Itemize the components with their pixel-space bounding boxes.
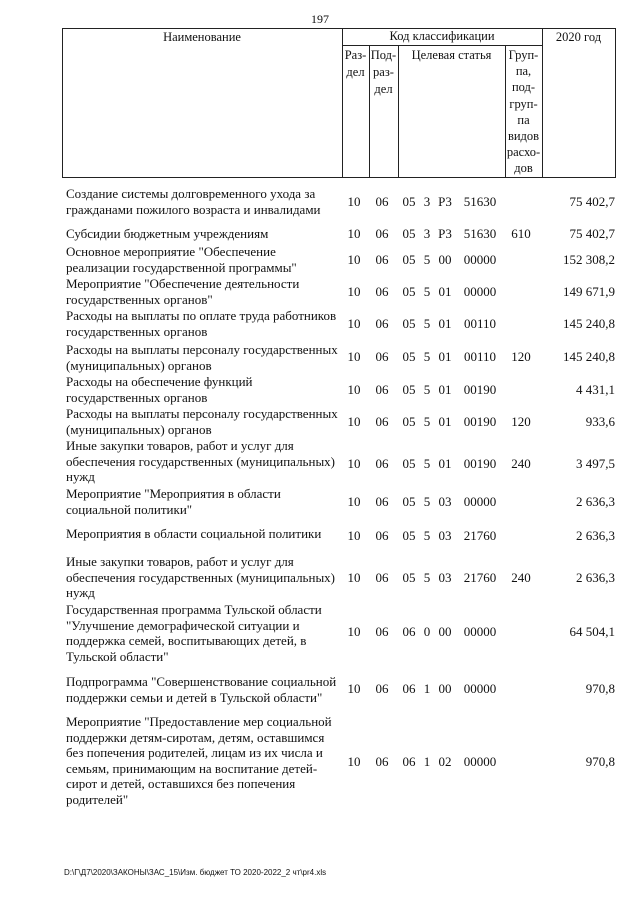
row-name: Государственная программа Тульской области "Улучшение демографической ситуации и поддержка семей, воспитывающих детей, в Тульской области" (66, 602, 322, 664)
row-t2: 5 (423, 528, 431, 543)
row-t4: 51630 (463, 226, 497, 241)
row-t4: 21760 (463, 528, 497, 543)
row-t2: 3 (423, 194, 431, 209)
row-group: 240 (511, 570, 531, 585)
row-group: 610 (511, 226, 531, 241)
row-name: Расходы на обеспечение функций государственных органов (66, 374, 253, 405)
row-podrazdel: 06 (375, 624, 389, 639)
row-name: Создание системы долговременного ухода за гражданами пожилого возраста и инвалидами (66, 186, 321, 217)
row-razdel: 10 (347, 252, 361, 267)
row-amount: 3 497,5 (576, 456, 615, 471)
row-podrazdel: 06 (375, 194, 389, 209)
row-razdel: 10 (347, 316, 361, 331)
row-t3: 00 (438, 624, 452, 639)
row-t4: 00000 (463, 252, 497, 267)
row-amount: 933,6 (585, 414, 615, 429)
row-name: Иные закупки товаров, работ и услуг для обеспечения государственных (муниципальных) нужд (66, 554, 336, 600)
row-t4: 00000 (463, 681, 497, 696)
row-amount: 2 636,3 (576, 570, 615, 585)
header-group: Груп- па, под- груп- па видов расхо- дов (506, 48, 541, 176)
row-name: Мероприятие "Обеспечение деятельности государственных органов" (66, 276, 300, 307)
header-podrazdel: Под- раз- дел (370, 48, 397, 96)
page-number: 197 (311, 12, 329, 26)
row-t4: 21760 (463, 570, 497, 585)
header-classification: Код классификации (389, 29, 495, 43)
row-razdel: 10 (347, 414, 361, 429)
row-t1: 05 (402, 494, 416, 509)
row-razdel: 10 (347, 226, 361, 241)
row-amount: 75 402,7 (569, 226, 615, 241)
row-t3: 01 (438, 456, 452, 471)
row-t4: 00000 (463, 494, 497, 509)
row-t4: 00000 (463, 284, 497, 299)
row-podrazdel: 06 (375, 252, 389, 267)
row-t2: 0 (423, 624, 431, 639)
row-amount: 2 636,3 (576, 528, 615, 543)
row-t3: 03 (438, 494, 452, 509)
row-t2: 5 (423, 382, 431, 397)
row-razdel: 10 (347, 284, 361, 299)
row-t3: P3 (438, 226, 452, 241)
row-t3: 01 (438, 316, 452, 331)
row-t2: 5 (423, 456, 431, 471)
row-t2: 5 (423, 414, 431, 429)
row-amount: 64 504,1 (569, 624, 615, 639)
row-t1: 05 (402, 252, 416, 267)
row-t1: 05 (402, 456, 416, 471)
row-group: 120 (511, 414, 531, 429)
header-year: 2020 год (555, 30, 602, 44)
row-t3: 01 (438, 414, 452, 429)
row-t4: 00000 (463, 754, 497, 769)
row-t1: 05 (402, 194, 416, 209)
row-podrazdel: 06 (375, 349, 389, 364)
row-t2: 5 (423, 570, 431, 585)
row-podrazdel: 06 (375, 754, 389, 769)
row-podrazdel: 06 (375, 456, 389, 471)
row-t1: 06 (402, 754, 416, 769)
row-t1: 05 (402, 284, 416, 299)
row-t3: 03 (438, 570, 452, 585)
row-t4: 51630 (463, 194, 497, 209)
row-t3: 00 (438, 681, 452, 696)
row-t4: 00190 (463, 414, 497, 429)
row-t1: 05 (402, 349, 416, 364)
row-podrazdel: 06 (375, 494, 389, 509)
file-path-footer: D:\Г\Д7\2020\ЗАКОНЫ\ЗАС_15\Изм. бюджет ТО 2020-2022_2 чт\pr4.xls (64, 868, 327, 877)
row-t2: 1 (423, 754, 431, 769)
row-amount: 75 402,7 (569, 194, 615, 209)
row-group: 240 (511, 456, 531, 471)
row-razdel: 10 (347, 681, 361, 696)
row-amount: 970,8 (585, 754, 615, 769)
row-name: Расходы на выплаты персоналу государственных (муниципальных) органов (66, 342, 338, 373)
row-t4: 00110 (463, 349, 497, 364)
row-amount: 2 636,3 (576, 494, 615, 509)
row-t1: 06 (402, 624, 416, 639)
header-razdel: Раз- дел (344, 48, 367, 79)
row-name: Мероприятия в области социальной политики (66, 526, 322, 541)
row-t1: 06 (402, 681, 416, 696)
row-podrazdel: 06 (375, 570, 389, 585)
row-amount: 152 308,2 (563, 252, 615, 267)
row-name: Субсидии бюджетным учреждениям (66, 226, 269, 241)
row-t3: 03 (438, 528, 452, 543)
row-razdel: 10 (347, 194, 361, 209)
row-razdel: 10 (347, 624, 361, 639)
row-podrazdel: 06 (375, 382, 389, 397)
row-t3: 01 (438, 284, 452, 299)
row-t1: 05 (402, 528, 416, 543)
row-t4: 00110 (463, 316, 497, 331)
row-t2: 1 (423, 681, 431, 696)
row-razdel: 10 (347, 382, 361, 397)
row-razdel: 10 (347, 528, 361, 543)
row-podrazdel: 06 (375, 681, 389, 696)
row-amount: 4 431,1 (576, 382, 615, 397)
row-name: Мероприятие "Мероприятия в области социальной политики" (66, 486, 281, 517)
row-razdel: 10 (347, 494, 361, 509)
row-t3: P3 (438, 194, 452, 209)
row-name: Расходы на выплаты по оплате труда работников государственных органов (66, 308, 337, 339)
row-t3: 02 (438, 754, 452, 769)
row-razdel: 10 (347, 570, 361, 585)
row-t3: 01 (438, 382, 452, 397)
row-t1: 05 (402, 316, 416, 331)
row-podrazdel: 06 (375, 316, 389, 331)
row-t4: 00190 (463, 382, 497, 397)
row-t2: 5 (423, 316, 431, 331)
row-name: Мероприятие "Предоставление мер социальной поддержки детям-сиротам, детям, оставшимся без попечения родителей, лицам из их числа и семьям, принимающим на воспитание детей-сирот и детей, оставшихся без попечения родителей" (66, 714, 332, 807)
row-name: Иные закупки товаров, работ и услуг для обеспечения государственных (муниципальных) нужд (66, 438, 336, 484)
row-name: Основное мероприятие "Обеспечение реализации государственной программы" (66, 244, 297, 275)
row-t4: 00000 (463, 624, 497, 639)
row-t2: 5 (423, 349, 431, 364)
row-podrazdel: 06 (375, 226, 389, 241)
header-name: Наименование (163, 30, 241, 44)
row-amount: 149 671,9 (563, 284, 615, 299)
row-t2: 3 (423, 226, 431, 241)
row-t1: 05 (402, 382, 416, 397)
row-t4: 00190 (463, 456, 497, 471)
row-amount: 145 240,8 (563, 316, 615, 331)
row-t3: 01 (438, 349, 452, 364)
row-podrazdel: 06 (375, 528, 389, 543)
row-t2: 5 (423, 284, 431, 299)
row-razdel: 10 (347, 456, 361, 471)
table-header (62, 28, 616, 178)
row-amount: 145 240,8 (563, 349, 615, 364)
row-group: 120 (511, 349, 531, 364)
header-target: Целевая статья (411, 48, 492, 62)
row-podrazdel: 06 (375, 414, 389, 429)
row-amount: 970,8 (585, 681, 615, 696)
row-name: Расходы на выплаты персоналу государственных (муниципальных) органов (66, 406, 338, 437)
row-t2: 5 (423, 252, 431, 267)
row-t1: 05 (402, 570, 416, 585)
row-podrazdel: 06 (375, 284, 389, 299)
row-razdel: 10 (347, 349, 361, 364)
row-t1: 05 (402, 414, 416, 429)
row-t1: 05 (402, 226, 416, 241)
row-razdel: 10 (347, 754, 361, 769)
row-t3: 00 (438, 252, 452, 267)
row-name: Подпрограмма "Совершенствование социальной поддержки семьи и детей в Тульской области" (66, 674, 337, 705)
row-t2: 5 (423, 494, 431, 509)
